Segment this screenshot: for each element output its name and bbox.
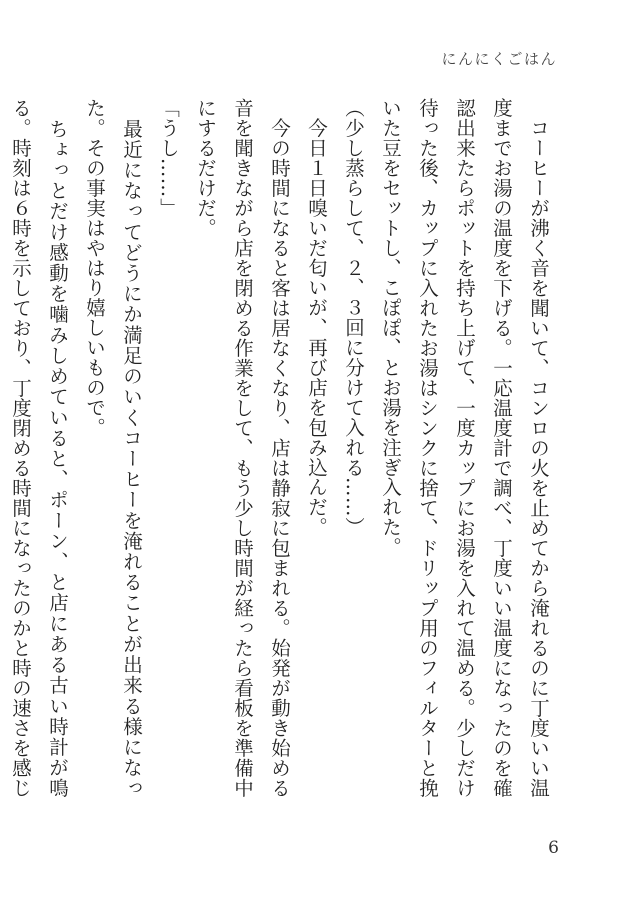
page-number: 6: [548, 838, 559, 858]
running-head: にんにくごはん: [441, 50, 557, 68]
paragraph: 「うし……」: [157, 98, 180, 218]
paragraph: ちょっとだけ感動を噛みしめていると、ポーン、と店にある古い時計が鳴る。時刻は６時を示しており、丁度閉める時間になったのかと時の速さを感じ: [9, 98, 69, 798]
body-text: [9, 98, 557, 798]
paragraph: 今日１日嗅いだ匂いが、再び店を包み込んだ。: [305, 98, 328, 537]
paragraph: コーヒーが沸く音を聞いて、コンロの火を止めてから淹れるのに丁度いい温度までお湯の温度を下げる。一応温度計で調べ、丁度いい温度になったのを確認出来たらポットを持ち上げて、一度カップにお湯を入れて温める。少しだけ待った後、カップに入れたお湯はシンクに捨て、ドリップ用のフィルターと挽いた豆をセットし、こぽぽ、とお湯を注ぎ入れた。: [379, 98, 550, 798]
paragraph: （少し蒸らして、２、３回に分けて入れる……）: [342, 98, 365, 537]
paragraph: 今の時間になると客は居なくなり、店は静寂に包まれる。始発が動き始める音を聞きながら店を閉める作業をして、もう少し時間が経ったら看板を準備中にするだけだ。: [194, 98, 291, 798]
paragraph: 最近になってどうにか満足のいくコーヒーを淹れることが出来る様になった。その事実はやはり嬉しいもので。: [83, 98, 143, 798]
